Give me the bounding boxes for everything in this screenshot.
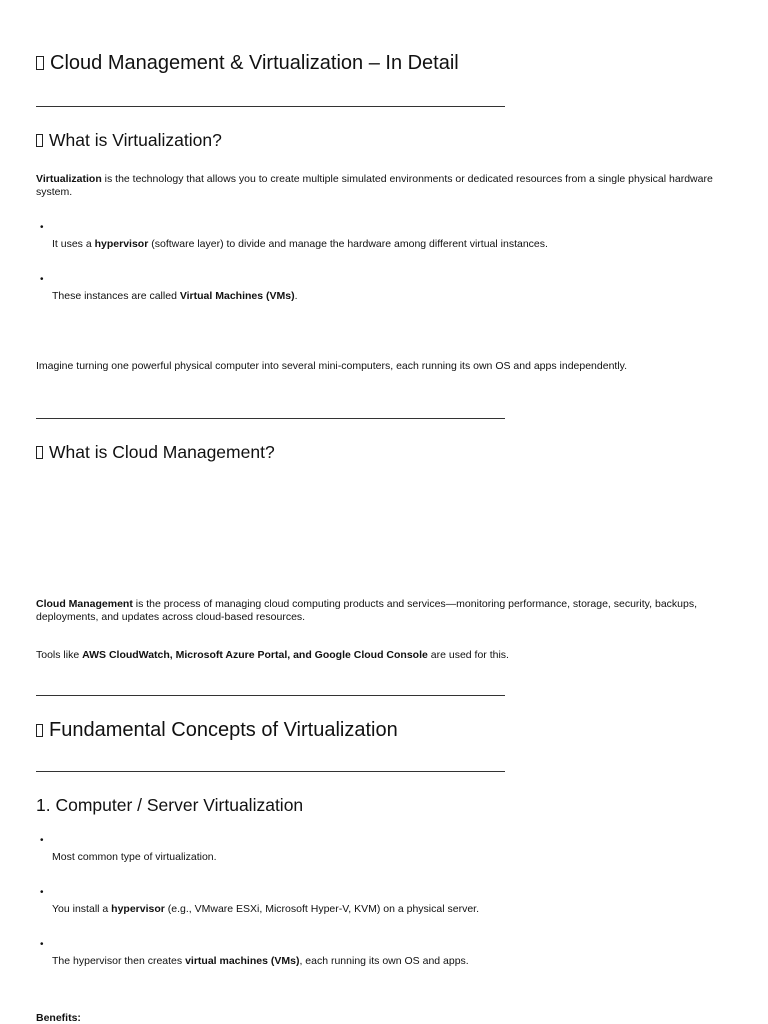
divider — [36, 106, 505, 107]
list-item-bold: hypervisor — [94, 238, 149, 250]
heading-text: What is Virtualization? — [49, 130, 222, 150]
heading-what-is-cloud-management — [36, 442, 275, 463]
missing-glyph-icon — [36, 724, 43, 737]
tools-bold: AWS CloudWatch, Microsoft Azure Portal, and Google Cloud Console — [82, 649, 428, 661]
heading-server-virtualization: 1. Computer / Server Virtualization — [36, 795, 304, 815]
list-item — [52, 903, 742, 916]
benefits-label-text: Benefits: — [36, 1012, 81, 1024]
list-item — [52, 238, 742, 251]
tools-text: Tools like — [36, 649, 83, 661]
desc-bold: Cloud Management — [36, 598, 133, 610]
list-item-text: It uses a — [52, 238, 95, 250]
divider — [36, 771, 505, 772]
list-item-text: . — [294, 290, 298, 302]
list-item-text: You install a — [52, 903, 112, 915]
bullet-marker: • — [40, 274, 44, 285]
bullet-marker: • — [40, 887, 44, 898]
heading-text: Fundamental Concepts of Virtualization — [49, 719, 398, 741]
desc-rest: is the process of managing cloud computing products and services—monitoring performance, storage, security, backups, deployments, and updates across cloud-based resources. — [36, 598, 698, 623]
missing-glyph-icon — [36, 56, 44, 70]
list-item-text: (e.g., VMware ESXi, Microsoft Hyper-V, KVM) on a physical server. — [164, 903, 479, 915]
tools-text: are used for this. — [427, 649, 509, 661]
intro-bold: Virtualization — [36, 173, 102, 185]
heading-what-is-virtualization — [36, 130, 222, 151]
missing-glyph-icon — [36, 446, 43, 459]
virtualization-analogy: Imagine turning one powerful physical computer into several mini-computers, each running its own OS and apps independently. — [36, 360, 628, 372]
bullet-marker: • — [40, 939, 44, 950]
list-item-text: (software layer) to divide and manage the hardware among different virtual instances. — [148, 238, 548, 250]
missing-glyph-icon — [36, 134, 43, 147]
divider — [36, 418, 505, 419]
page-title — [36, 52, 459, 75]
list-item-bold: virtual machines (VMs) — [185, 955, 300, 967]
list-item — [52, 955, 742, 968]
list-item-text: These instances are called — [52, 290, 180, 302]
list-item-text: , each running its own OS and apps. — [299, 955, 469, 967]
list-item — [52, 851, 742, 864]
cloud-management-description — [36, 598, 736, 623]
heading-fundamental-concepts — [36, 719, 398, 742]
benefits-label — [36, 1012, 736, 1024]
heading-text: What is Cloud Management? — [49, 442, 275, 462]
intro-rest: is the technology that allows you to create multiple simulated environments or dedicated resources from a single physical hardware system. — [36, 173, 713, 198]
bullet-marker: • — [40, 835, 44, 846]
virtualization-intro — [36, 173, 736, 198]
cloud-management-tools — [36, 649, 736, 662]
bullet-marker: • — [40, 222, 44, 233]
list-item-text: The hypervisor then creates — [52, 955, 186, 967]
list-item-bold: hypervisor — [111, 903, 165, 915]
page-title-text: Cloud Management & Virtualization – In Detail — [50, 52, 459, 74]
list-item-bold: Virtual Machines (VMs) — [179, 290, 295, 302]
list-item-text: Most common type of virtualization. — [52, 851, 217, 863]
divider — [36, 695, 505, 696]
list-item — [52, 290, 742, 303]
